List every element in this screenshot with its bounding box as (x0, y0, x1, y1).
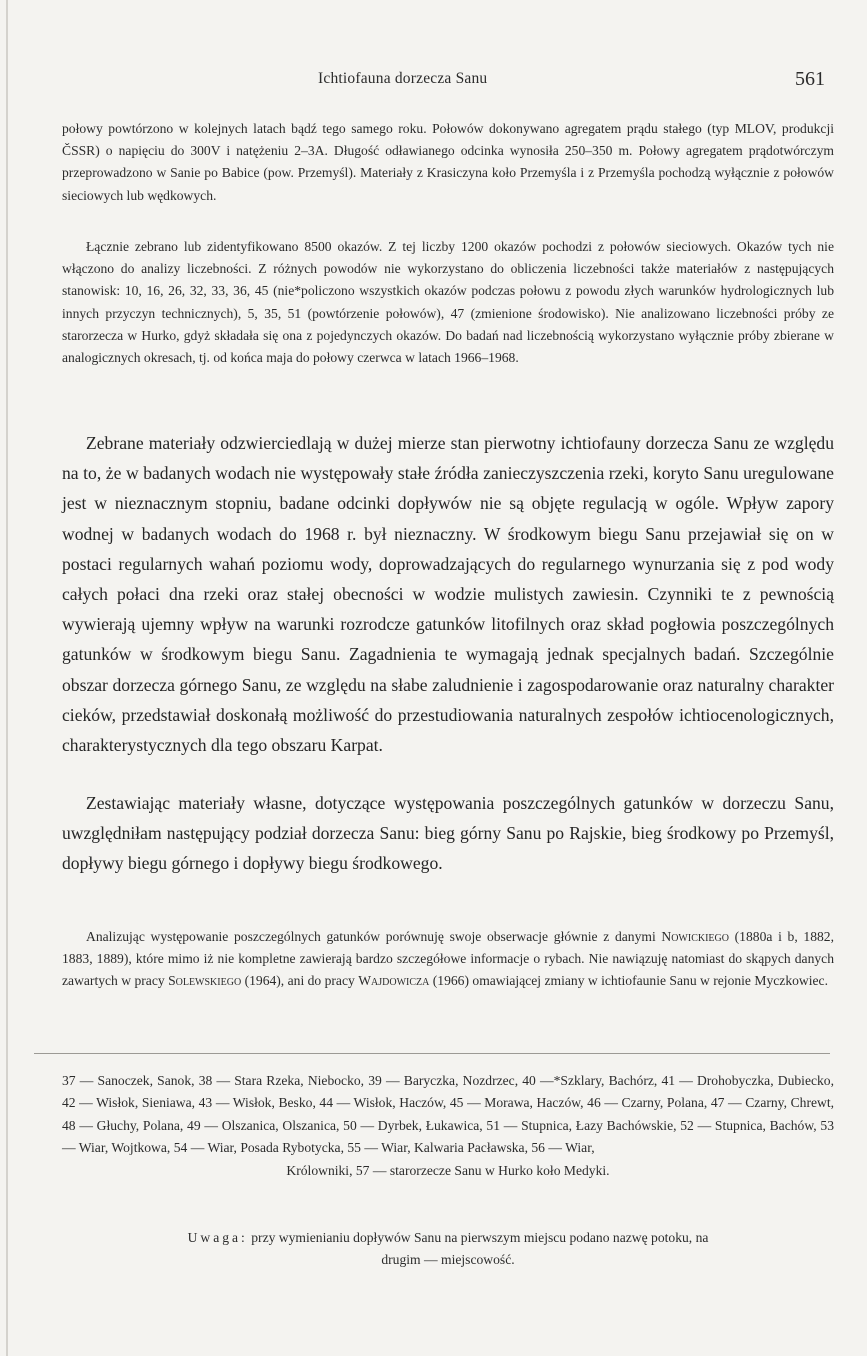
paragraph-sample-counts: Łącznie zebrano lub zidentyfikowano 8500 okazów. Z tej liczby 1200 okazów pochodzi z połowów sieciowych. Okazów tych nie włączono do analizy liczebności. Z różnych powodów nie wykorzystano do obliczenia liczebności także materiałów z następujących stanowisk: 10, 16, 26, 32, 33, 36, 45 (nie*policzono wszystkich okazów podczas połowu z powodu złych warunków hydrologicznych lub innych przyczyn technicznych), 5, 35, 51 (powtórzenie połowów), 47 (zmienione środowisko). Nie analizowano liczebności próby ze starorzecza w Hurko, gdyż składała się ona z pojedynczych okazów. Do badań nad liczebnością wykorzystano wyłącznie próby zbierane w analogicznych okresach, tj. od końca maja do połowy czerwca w latach 1966–1968. (62, 239, 834, 366)
author-name-solewski: Solewskiego (168, 973, 242, 989)
text-segment: Analizując występowanie poszczególnych gatunków porównuję swoje obserwacje głównie z danymi (86, 929, 662, 944)
running-title: Ichtiofauna dorzecza Sanu (318, 70, 488, 87)
paragraph-methods: połowy powtórzono w kolejnych latach bądź tego samego roku. Połowów dokonywano agregatem prądu stałego (typ MLOV, produkcji ČSSR) o napięciu do 300V i natężeniu 2–3A. Długość odławianego odcinka wynosiła 250–350 m. Połowy agregatem prądotwórczym przeprowadzono w Sanie po Babice (pow. Przemyśl). Materiały z Krasiczyna koło Przemyśla i z Przemyśla pochodzą wyłącznie z połowów sieciowych lub wędkowych. (62, 121, 834, 203)
text-segment: (1966) omawiającej zmiany w ichtiofaunie Sanu w rejonie Myczkowiec. (429, 973, 828, 989)
footnote-text: 37 — Sanoczek, Sanok, 38 — Stara Rzeka, Niebocko, 39 — Baryczka, Nozdrzec, 40 —*Szklary, Bachórz, 41 — Drohobyczka, Dubiecko, 42 — Wisłok, Sieniawa, 43 — Wisłok, Besko, 44 — Wisłok, Haczów, 45 — Morawa, Haczów, 46 — Czarny, Polana, 47 — Czarny, Chrewt, 48 — Głuchy, Polana, 49 — Olszanica, Olszanica, 50 — Dyrbek, Łukawica, 51 — Stupnica, Łazy Bachówskie, 52 — Stupnica, Bachów, 53 — Wiar, Wojtkowa, 54 — Wiar, Posada Rybotycka, 55 — Wiar, Kalwaria Pacławska, 56 — Wiar, (62, 1073, 834, 1156)
paragraph-basin-division: Zestawiając materiały własne, dotyczące występowania poszczególnych gatunków w dorzeczu Sanu, uwzględniłam następujący podział dorzecza Sanu: bieg górny Sanu po Rajskie, bieg środkowy po Przemyśl, dopływy biegu górnego i dopływy biegu środkowego. (62, 793, 834, 874)
page-number: 561 (795, 68, 825, 90)
remark-note (62, 1227, 834, 1272)
footnote-last-line: Królowniki, 57 — starorzecze Sanu w Hurko koło Medyki. (286, 1162, 610, 1178)
remark-label: Uwaga: (187, 1230, 248, 1245)
footnote-divider (34, 1053, 830, 1054)
author-name-wajdowicz: Wajdowicza (358, 973, 430, 989)
remark-line2: drugim — miejscowość. (381, 1252, 515, 1268)
footnote-station-list (62, 1070, 834, 1182)
text-segment: (1880a i b, 1882, 1883, 1889), które mimo iż nie kompletne zawierają bardzo szczegółowe informacje o rybach. Nie nawiązuję natomiast do skąpych danych zawartych w pracy (62, 929, 834, 989)
author-name-nowicki: Nowickiego (661, 929, 729, 944)
paragraph-materials-state: Zebrane materiały odzwierciedlają w dużej mierze stan pierwotny ichtiofauny dorzecza Sanu ze względu na to, że w badanych wodach nie występowały stałe źródła zanieczyszczenia rzeki, koryto Sanu uregulowane jest w nieznacznym stopniu, badane odcinki dopływów nie są objęte regulacją w ogóle. Wpływ zapory wodnej w badanych wodach do 1968 r. był nieznaczny. W środkowym biegu Sanu przejawiał się on w postaci regularnych wahań poziomu wody, doprowadzających do regularnego wynurzania się z pod wody całych połaci dna rzeki oraz stałej obecności w wodzie mulistych zawiesin. Czynniki te z pewnością wywierają ujemny wpływ na warunki rozrodcze gatunków litofilnych oraz skład pogłowia poszczególnych gatunków w środkowym biegu Sanu. Zagadnienia te wymagają jednak specjalnych badań. Szczególnie obszar dorzecza górnego Sanu, ze względu na słabe zaludnienie i zagospodarowanie oraz naturalny charakter cieków, przedstawiał doskonałą możliwość do przestudiowania naturalnych zespołów ichtiocenologicznych, charakterystycznych dla tego obszaru Karpat. (62, 433, 834, 756)
remark-text: przy wymienianiu dopływów Sanu na pierwszym miejscu podano nazwę potoku, na (247, 1230, 709, 1245)
text-segment: (1964), ani do pracy (241, 973, 359, 989)
page-header (0, 68, 867, 94)
page-edge (6, 0, 8, 1356)
paragraph-literature-comparison (62, 926, 834, 993)
